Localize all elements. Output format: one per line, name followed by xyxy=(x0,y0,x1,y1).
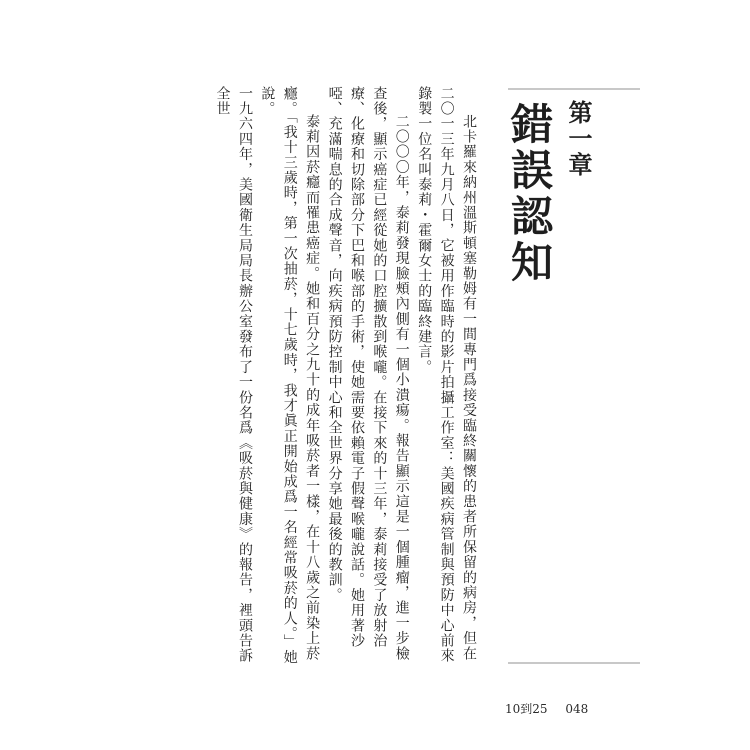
chapter-title: 錯誤認知 xyxy=(505,102,554,286)
chapter-bottom-rule xyxy=(508,662,640,664)
paragraph-1: 北卡羅來納州溫斯頓塞勒姆有一間專門爲接受臨終關懷的患者所保留的病房，但在二〇一三年九月八日，它被用作臨時的影片拍攝工作室：美國疾病管制與預防中心前來錄製一位名叫泰莉・霍爾女士的臨終建言。 xyxy=(416,86,477,664)
book-title: 10到25 xyxy=(505,702,548,716)
paragraph-3: 泰莉因菸癮而罹患癌症。她和百分之九十的成年吸菸者一樣，在十八歲之前染上菸癮。「我十三歲時，第一次抽菸，十七歲時，我才眞正開始成爲一名經常吸菸的人。」她說。 xyxy=(259,86,321,665)
chapter-number: 第一章 xyxy=(564,100,593,178)
page-number: 048 xyxy=(565,702,589,716)
chapter-top-rule xyxy=(508,88,640,90)
body-text xyxy=(190,86,480,672)
page-footer xyxy=(505,700,588,717)
paragraph-4: 一九六四年，美國衛生局局長辦公室發布了一份名爲《吸菸與健康》的報告，裡頭告訴全世 xyxy=(214,86,253,664)
paragraph-2: 二〇〇〇年，泰莉發現臉頰內側有一個小潰瘍。報告顯示這是一個腫瘤，進一步檢查後，顯示癌症已經從她的口腔擴散到喉嚨。在接下來的十三年，泰莉接受了放射治療、化療和切除部分下巴和喉部的手術，使她需要依賴電子假聲喉嚨說話。她用著沙啞、充滿喘息的合成聲音，向疾病預防控制中心和全世界分享她最後的教訓。 xyxy=(326,86,410,662)
